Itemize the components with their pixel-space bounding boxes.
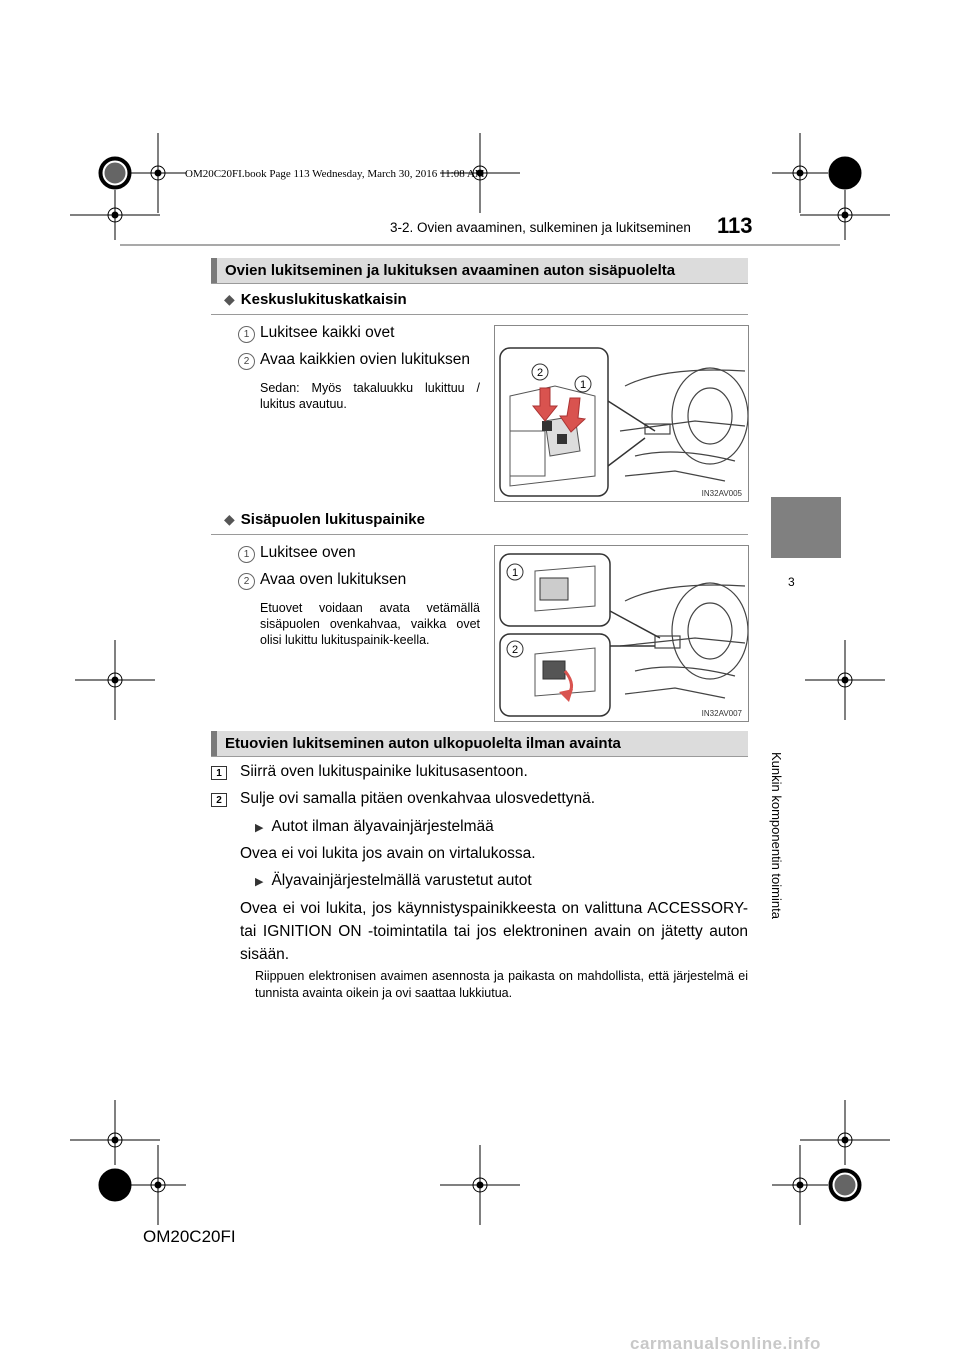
item-text: Lukitsee kaikki ovet [260, 324, 395, 341]
registration-target-icon [829, 1169, 861, 1201]
crosshair-icon [800, 1100, 890, 1165]
step-number: 2 [211, 793, 227, 807]
section-title: Etuovien lukitseminen auton ulkopuolelta ilman avainta [225, 735, 621, 752]
case-text: Ovea ei voi lukita, jos käynnistyspainikkeesta on valittuna ACCESSORY- tai IGNITION ON -toimintatila tai jos elektroninen avain on jätetty auton sisään. [240, 900, 748, 963]
item-text: Avaa kaikkien ovien lukituksen [260, 351, 470, 368]
subheading: ◆ Sisäpuolen lukituspainike [224, 511, 425, 528]
section-heading [211, 731, 748, 757]
crosshair-icon [75, 640, 155, 720]
figure-code: IN32AV005 [701, 489, 742, 498]
figure-label: 2 [511, 644, 519, 656]
step-number: 1 [211, 766, 227, 780]
page-number: 113 [717, 213, 753, 238]
note-text: Riippuen elektronisen avaimen asennosta ja paikasta on mahdollista, että järjestelmä ei tunnista avainta oikein ja ovi saattaa lukkiutua. [255, 969, 748, 1000]
diamond-icon: ◆ [224, 291, 235, 307]
item-number: 1 [238, 546, 255, 563]
door-lock-illustration [495, 546, 749, 722]
item-text: Avaa oven lukituksen [260, 571, 407, 588]
crosshair-icon [130, 1145, 186, 1225]
running-head: 3-2. Ovien avaaminen, sulkeminen ja lukitseminen [390, 220, 691, 235]
book-stamp: OM20C20FI.book Page 113 Wednesday, March 30, 2016 11:08 AM [185, 168, 485, 180]
item-number: 2 [238, 573, 255, 590]
step-text: Sulje ovi samalla pitäen ovenkahvaa ulosvedettynä. [240, 790, 596, 807]
crosshair-icon [440, 1145, 520, 1225]
crosshair-icon [772, 133, 828, 213]
item-text: Lukitsee oven [260, 544, 356, 561]
crosshair-icon [130, 133, 186, 213]
footer-code: OM20C20FI [143, 1227, 236, 1246]
subheading-rule [211, 314, 748, 315]
registration-target-icon [829, 157, 861, 189]
case-text: Ovea ei voi lukita jos avain on virtalukossa. [240, 845, 536, 862]
watermark: carmanualsonline.info [630, 1334, 821, 1353]
crosshair-icon [805, 640, 885, 720]
dashboard-illustration [495, 326, 749, 502]
registration-target-icon [99, 1169, 131, 1201]
subheading: ◆ Keskuslukituskatkaisin [224, 291, 407, 308]
diamond-icon: ◆ [224, 511, 235, 527]
section-heading [211, 258, 748, 284]
note-text: Etuovet voidaan avata vetämällä sisäpuolen ovenkahvaa, vaikka ovet olisi lukittu lukituspainik-keella. [260, 601, 480, 647]
crosshair-icon [800, 190, 890, 240]
note-text: Sedan: Myös takaluukku lukittuu / lukitus avautuu. [260, 381, 480, 411]
item-number: 2 [238, 353, 255, 370]
chapter-title: Kunkin komponentin toiminta [769, 752, 784, 919]
crosshair-icon [70, 190, 160, 240]
crosshair-icon [70, 1100, 160, 1165]
registration-target-icon [99, 157, 131, 189]
figure-inside-lock-button [494, 545, 749, 722]
chapter-tab [771, 497, 841, 558]
chapter-number: 3 [788, 575, 795, 589]
triangle-right-icon: ▶ [255, 822, 264, 834]
subheading-rule [211, 534, 748, 535]
crosshair-icon [772, 1145, 828, 1225]
figure-label: 1 [511, 567, 519, 579]
figure-code: IN32AV007 [701, 709, 742, 718]
case-heading: ▶ Älyavainjärjestelmällä varustetut autot [255, 872, 532, 889]
figure-central-lock-switch [494, 325, 749, 502]
figure-label: 1 [579, 379, 587, 391]
case-heading: ▶ Autot ilman älyavainjärjestelmää [255, 818, 494, 835]
section-title: Ovien lukitseminen ja lukituksen avaaminen auton sisäpuolelta [225, 262, 676, 279]
step-text: Siirrä oven lukituspainike lukitusasentoon. [240, 763, 528, 780]
item-number: 1 [238, 326, 255, 343]
figure-label: 2 [536, 367, 544, 379]
header-rule [120, 244, 840, 246]
triangle-right-icon: ▶ [255, 876, 264, 888]
